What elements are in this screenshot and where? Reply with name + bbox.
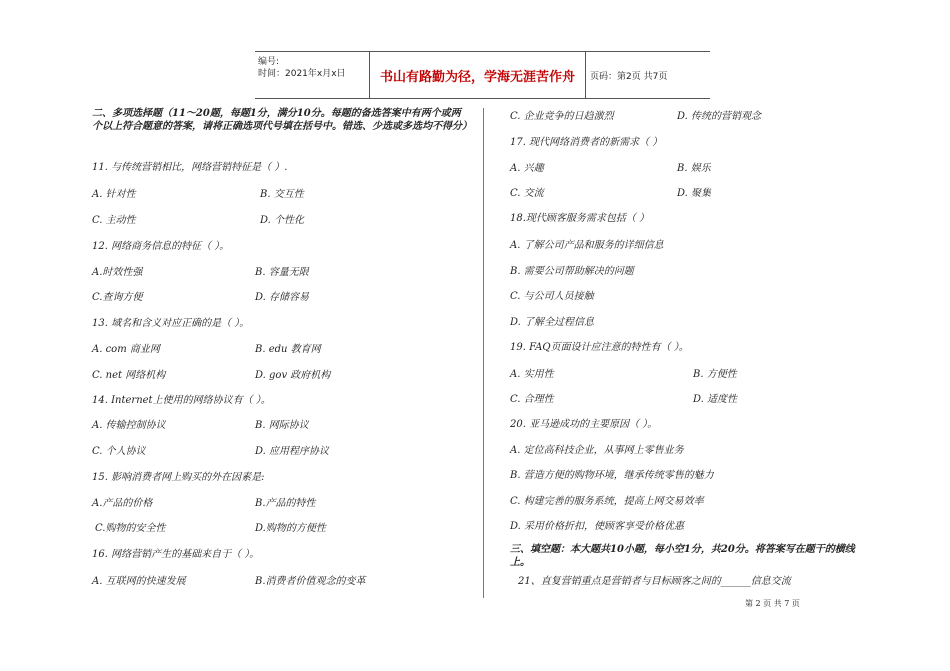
option-20d: D. 采用价格折扣，使顾客享受价格优惠 — [510, 521, 685, 532]
option-11c: C. 主动性 — [92, 215, 136, 226]
question-16: 16. 网络营销产生的基础来自于（ ）。 — [92, 549, 260, 560]
option-18a: A. 了解公司产品和服务的详细信息 — [510, 240, 664, 251]
option-12a: A.时效性强 — [92, 267, 143, 278]
option-19c: C. 合理性 — [510, 394, 554, 405]
option-20c: C. 构建完善的服务系统，提高上网交易效率 — [510, 496, 704, 507]
option-19b: B. 方便性 — [693, 369, 737, 380]
option-16b: B.消费者价值观念的变革 — [255, 576, 366, 587]
header-page-label: 页码：第2页 共7页 — [590, 71, 668, 82]
serial-label: 编号: — [258, 57, 280, 67]
option-14c: C. 个人协议 — [92, 446, 146, 457]
question-11: 11. 与传统营销相比，网络营销特征是（ ）. — [92, 162, 288, 173]
option-13c: C. net 网络机构 — [92, 370, 166, 381]
option-13a: A. com 商业网 — [92, 344, 160, 355]
question-13: 13. 域名和含义对应正确的是（ ）。 — [92, 318, 250, 329]
question-14: 14. Internet上使用的网络协议有（ ）。 — [92, 395, 271, 406]
option-14b: B. 网际协议 — [255, 420, 309, 431]
question-18: 18.现代顾客服务需求包括（ ） — [510, 213, 650, 224]
option-14d: D. 应用程序协议 — [255, 446, 330, 457]
option-16a: A. 互联网的快速发展 — [92, 576, 186, 587]
option-11d: D. 个性化 — [260, 215, 305, 226]
option-15a: A.产品的价格 — [92, 498, 153, 509]
option-15b: B.产品的特性 — [255, 498, 316, 509]
option-20b: B. 营造方便的购物环境，继承传统零售的魅力 — [510, 470, 714, 481]
question-15: 15. 影响消费者网上购买的外在因素是: — [92, 472, 265, 483]
option-17c: C. 交流 — [510, 188, 544, 199]
question-20: 20. 亚马逊成功的主要原因（ ）。 — [510, 419, 658, 430]
option-20a: A. 定位高科技企业，从事网上零售业务 — [510, 445, 684, 456]
option-15d: D.购物的方便性 — [255, 523, 326, 534]
option-13d: D. gov 政府机构 — [255, 370, 331, 381]
option-17a: A. 兴趣 — [510, 163, 544, 174]
option-18b: B. 需要公司帮助解决的问题 — [510, 266, 634, 277]
header-info — [255, 52, 370, 98]
time-label: 时间：2021年x月x日 — [258, 69, 346, 79]
option-17b: B. 娱乐 — [677, 163, 711, 174]
option-11b: B. 交互性 — [260, 189, 304, 200]
option-18d: D. 了解全过程信息 — [510, 317, 595, 328]
section-3-heading: 三、填空题：本大题共10小题，每小空1分，共20分。将答案写在题干的横线上。 — [510, 544, 855, 568]
option-12c: C.查询方便 — [92, 292, 143, 303]
page-footer: 第 2 页 共 7 页 — [745, 599, 800, 608]
option-14a: A. 传输控制协议 — [92, 420, 166, 431]
column-divider — [483, 108, 484, 598]
option-12b: B. 容量无限 — [255, 267, 309, 278]
option-15c: C.购物的安全性 — [95, 523, 166, 534]
question-17: 17. 现代网络消费者的新需求（ ） — [510, 137, 663, 148]
document-header — [255, 51, 710, 99]
option-13b: B. edu 教育网 — [255, 344, 321, 355]
header-motto: 书山有路勤为径，学海无涯苦作舟 — [370, 52, 586, 98]
option-12d: D. 存储容易 — [255, 292, 310, 303]
option-16d: D. 传统的营销观念 — [677, 111, 762, 122]
option-16c: C. 企业竞争的日趋激烈 — [510, 111, 614, 122]
option-18c: C. 与公司人员接触 — [510, 291, 594, 302]
question-12: 12. 网络商务信息的特征（ ）。 — [92, 241, 230, 252]
question-19: 19. FAQ页面设计应注意的特性有（ ）。 — [510, 342, 689, 353]
question-21: 21、直复营销重点是营销者与目标顾客之间的______信息交流 — [518, 576, 791, 587]
option-17d: D. 聚集 — [677, 188, 712, 199]
option-11a: A. 针对性 — [92, 189, 136, 200]
option-19d: D. 适度性 — [693, 394, 738, 405]
section-2-heading: 二、多项选择题（11～20题，每题1分，满分10分。每题的备选答案中有两个或两个以上符合题意的答案，请将正确选项代号填在括号中。错选、少选或多选均不得分） — [92, 108, 472, 132]
option-19a: A. 实用性 — [510, 369, 554, 380]
